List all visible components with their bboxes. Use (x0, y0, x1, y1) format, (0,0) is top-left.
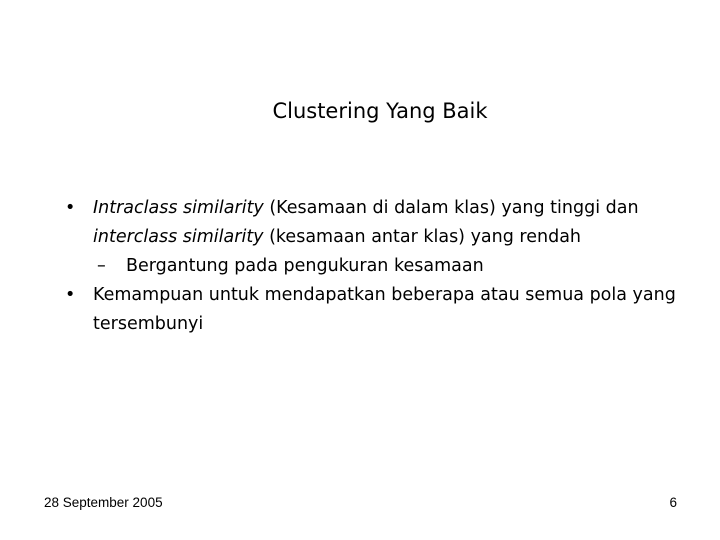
page-number: 6 (669, 495, 677, 510)
bullet-list (62, 194, 702, 339)
term-interclass: interclass similarity (93, 227, 264, 247)
bullet-marker: • (65, 285, 76, 305)
bullet-marker: • (65, 198, 76, 218)
sub-bullet-item (62, 252, 702, 281)
footer-date: 28 September 2005 (44, 495, 163, 510)
bullet-text: Kemampuan untuk mendapatkan beberapa atau semua pola yang tersembunyi (93, 285, 676, 334)
bullet-item-intraclass (62, 194, 702, 252)
sub-bullet-text: Bergantung pada pengukuran kesamaan (126, 256, 484, 276)
bullet-text: (kesamaan antar klas) yang rendah (263, 227, 582, 247)
term-intraclass: Intraclass similarity (93, 198, 264, 218)
slide-title: Clustering Yang Baik (272, 99, 488, 123)
sub-bullet-marker: – (97, 256, 106, 276)
bullet-item-kemampuan (62, 281, 702, 339)
bullet-text: (Kesamaan di dalam klas) yang tinggi dan (263, 198, 639, 218)
